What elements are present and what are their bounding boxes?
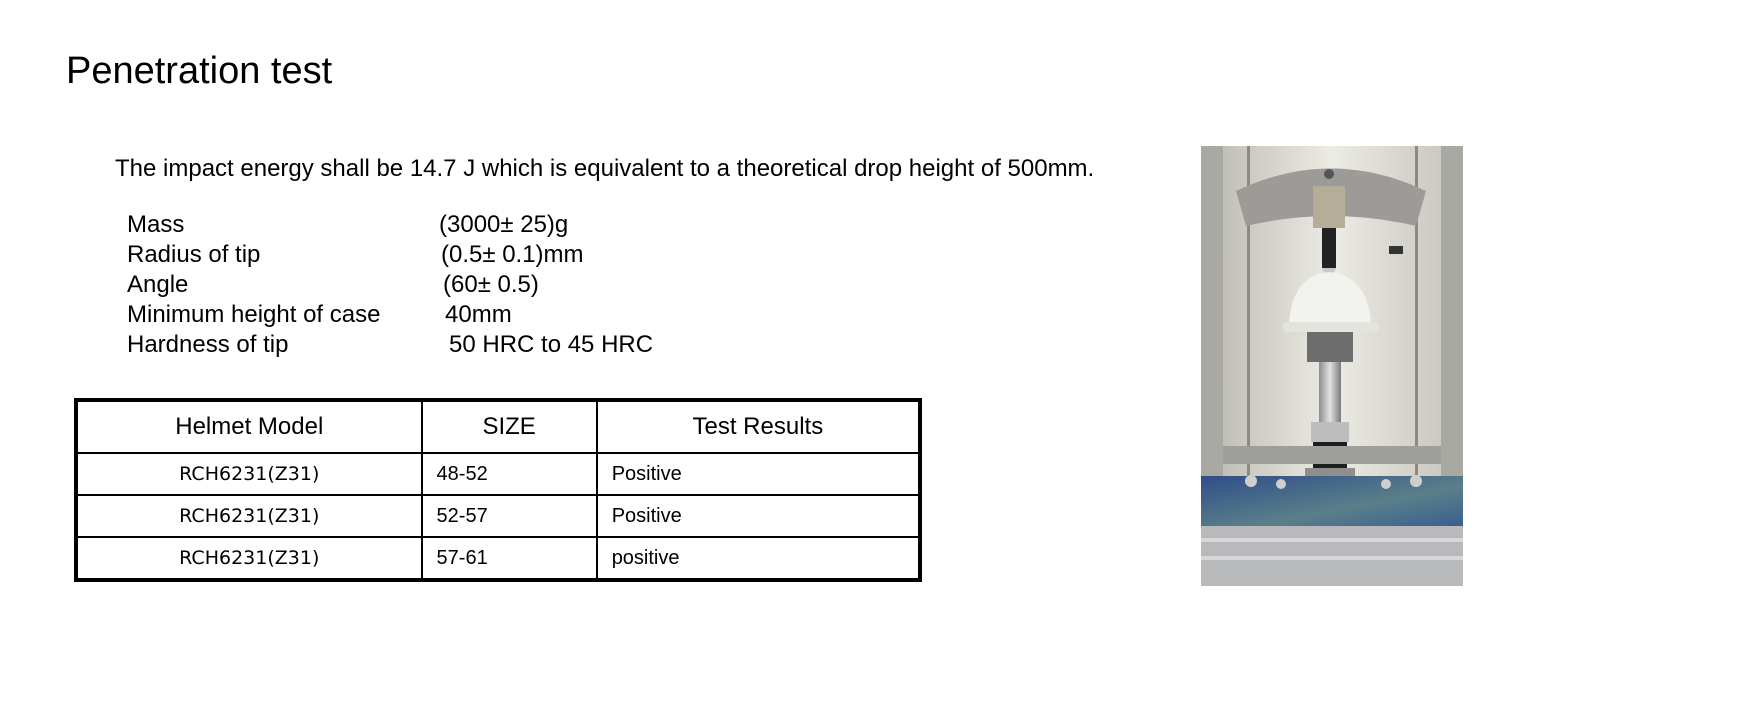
cell-size: 57-61 — [422, 537, 597, 580]
cell-test-result: Positive — [597, 453, 920, 495]
cell-test-result: Positive — [597, 495, 920, 537]
spec-value: 40mm — [445, 301, 512, 328]
cell-helmet-model: RCH6231(Z31) — [76, 495, 422, 537]
table-row — [76, 453, 920, 495]
intro-text: The impact energy shall be 14.7 J which is equivalent to a theoretical drop height of 500mm. — [115, 155, 1095, 182]
cell-helmet-model: RCH6231(Z31) — [76, 453, 422, 495]
spec-label: Radius of tip — [127, 241, 261, 268]
spec-label: Angle — [127, 271, 189, 298]
spec-label: Mass — [127, 211, 185, 238]
table-row — [76, 495, 920, 537]
column-header-size: SIZE — [422, 400, 597, 453]
spec-value: (0.5± 0.1)mm — [441, 241, 584, 268]
cell-size: 52-57 — [422, 495, 597, 537]
spec-value: (3000± 25)g — [439, 211, 569, 238]
results-table — [74, 398, 922, 582]
column-header-test-results: Test Results — [597, 400, 920, 453]
spec-label: Minimum height of case — [127, 301, 381, 328]
column-header-helmet-model: Helmet Model — [76, 400, 422, 453]
spec-value: (60± 0.5) — [443, 271, 539, 298]
cell-test-result: positive — [597, 537, 920, 580]
page-title: Penetration test — [66, 50, 333, 92]
penetration-test-apparatus-photo — [1201, 146, 1463, 586]
table-header-row — [76, 400, 920, 453]
spec-value: 50 HRC to 45 HRC — [449, 331, 654, 358]
spec-label: Hardness of tip — [127, 331, 289, 358]
cell-helmet-model: RCH6231(Z31) — [76, 537, 422, 580]
table-row — [76, 537, 920, 580]
cell-size: 48-52 — [422, 453, 597, 495]
